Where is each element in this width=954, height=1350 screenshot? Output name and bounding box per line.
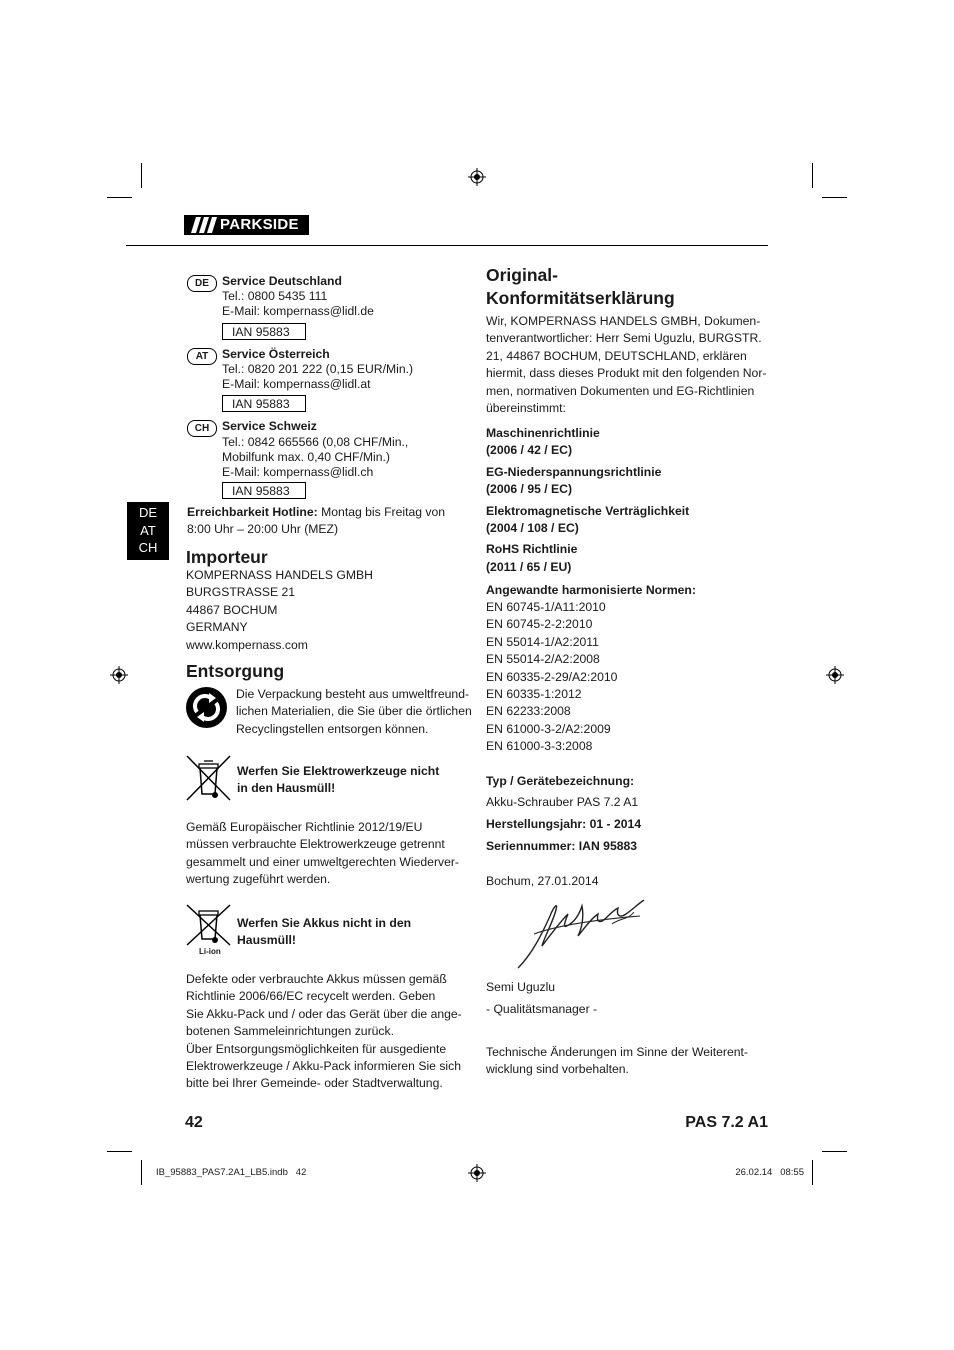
place-date: Bochum, 27.01.2014 <box>486 874 599 888</box>
recycling-icon <box>185 686 228 729</box>
text-line: Über Entsorgungsmöglichkeiten für ausgediente <box>186 1041 447 1056</box>
directives-list <box>486 425 776 576</box>
country-at: AT <box>140 522 156 538</box>
signer-name: Semi Uguzlu <box>486 980 556 994</box>
text-line: botenen Sammeleinrichtungen zurück. <box>186 1024 394 1039</box>
print-file-info: IB_95883_PAS7.2A1_LB5.indb 42 <box>156 1167 307 1178</box>
country-badge: DE <box>187 275 217 292</box>
heading-line: Original- <box>486 265 558 285</box>
service-phone: Tel.: 0820 201 222 (0,15 EUR/Min.) <box>222 362 414 377</box>
type-label: Typ / Gerätebezeichnung: <box>486 774 635 788</box>
norm-item: EN 55014-2/A2:2008 <box>486 652 600 667</box>
directive-number: (2006 / 42 / EC) <box>486 443 573 458</box>
text-line: bitte bei Ihrer Gemeinde- oder Stadtverwaltung. <box>186 1076 443 1091</box>
registration-mark-icon <box>468 1164 486 1182</box>
importeur-line: GERMANY <box>186 620 248 635</box>
norm-item: EN 60335-1:2012 <box>486 687 582 702</box>
norm-item: EN 55014-1/A2:2011 <box>486 634 599 649</box>
country-badge: AT <box>187 348 217 365</box>
importeur-address <box>186 567 471 654</box>
conformity-intro <box>486 313 776 417</box>
norm-item: EN 61000-3-2/A2:2009 <box>486 721 611 736</box>
battery-paragraph <box>186 971 476 1093</box>
parkside-logo <box>184 215 309 235</box>
text-line: Gemäß Europäischer Richtlinie 2012/19/EU <box>186 820 423 834</box>
print-date-info: 26.02.14 08:55 <box>735 1167 804 1178</box>
crop-mark <box>107 1151 132 1152</box>
text-line: Sie Akku-Pack und / oder das Gerät über die ange- <box>186 1006 462 1021</box>
serial-number: Seriennummer: IAN 95883 <box>486 839 638 853</box>
norm-item: EN 60745-1/A11:2010 <box>486 600 606 614</box>
hotline <box>187 504 472 539</box>
text-line: 21, 44867 BOCHUM, DEUTSCHLAND, erklären <box>486 348 747 363</box>
text-line: lichen Materialien, die Sie über die örtlichen <box>236 704 472 719</box>
text-line: Hausmüll! <box>237 933 296 948</box>
country-de: DE <box>138 505 158 520</box>
text-line: Technische Änderungen im Sinne der Weiterent- <box>486 1045 748 1059</box>
crop-mark <box>141 1160 142 1185</box>
crop-mark <box>141 163 142 188</box>
text-line: Elektrowerkzeuge / Akku-Pack informieren Sie sich <box>186 1059 462 1074</box>
service-email: E-Mail: kompernass@lidl.ch <box>222 465 374 479</box>
model-name: PAS 7.2 A1 <box>685 1114 768 1131</box>
service-title: Service Deutschland <box>222 274 342 288</box>
crop-mark <box>812 1160 813 1185</box>
text-line: Richtlinie 2006/66/EC recycelt werden. Geben <box>186 989 436 1004</box>
importeur-heading: Importeur <box>186 547 268 567</box>
heading-line: Konformitätserklärung <box>486 288 675 308</box>
norms-list <box>486 599 776 756</box>
directive-number: (2004 / 108 / EC) <box>486 521 579 536</box>
text-line: wertung zugeführt werden. <box>186 872 331 887</box>
hotline-days: Montag bis Freitag von <box>321 505 446 519</box>
liion-label: Li-ion <box>199 947 221 956</box>
text-line: Wir, KOMPERNASS HANDELS GMBH, Dokumen- <box>486 314 761 328</box>
crop-mark <box>812 163 813 188</box>
norms-heading: Angewandte harmonisierte Normen: <box>486 583 696 597</box>
text-line: Werfen Sie Elektrowerkzeuge nicht <box>237 764 440 778</box>
text-line: tenverantwortlicher: Herr Semi Uguzlu, BURGSTR. <box>486 331 762 346</box>
entsorgung-heading: Entsorgung <box>186 661 285 681</box>
ian-box: IAN 95883 <box>222 395 306 412</box>
norm-item: EN 60335-2-29/A2:2010 <box>486 669 618 684</box>
directive-name: EG-Niederspannungsrichtlinie <box>486 464 662 479</box>
crop-mark <box>822 197 847 198</box>
conformity-heading <box>486 264 675 310</box>
text-line: Werfen Sie Akkus nicht in den <box>237 916 412 930</box>
warning-electrotools <box>237 763 477 798</box>
text-line: Recyclingstellen entsorgen können. <box>236 721 429 736</box>
text-line: Die Verpackung besteht aus umweltfreund- <box>236 687 470 701</box>
crop-mark <box>107 197 132 198</box>
service-phone: Tel.: 0842 665566 (0,08 CHF/Min., <box>222 435 409 449</box>
text-line: übereinstimmt: <box>486 401 566 416</box>
technical-changes-note <box>486 1044 776 1079</box>
directive-number: (2011 / 65 / EU) <box>486 559 572 574</box>
ian-box: IAN 95883 <box>222 323 306 340</box>
directive-name: Maschinenrichtlinie <box>486 426 600 440</box>
country-ch: CH <box>138 540 158 555</box>
service-email: E-Mail: kompernass@lidl.at <box>222 376 371 391</box>
service-phone: Tel.: 0800 5435 111 <box>222 289 328 304</box>
text-line: wicklung sind vorbehalten. <box>486 1062 629 1077</box>
country-tab <box>127 502 169 560</box>
directive <box>486 503 776 538</box>
hotline-label: Erreichbarkeit Hotline: <box>187 505 318 519</box>
text-line: men, normativen Dokumenten und EG-Richtlinien <box>486 383 755 398</box>
directive-name: Elektromagnetische Verträglichkeit <box>486 503 690 518</box>
norm-item: EN 61000-3-3:2008 <box>486 739 593 754</box>
importeur-line: 44867 BOCHUM <box>186 602 278 617</box>
crossed-bin-icon <box>185 754 232 802</box>
directive-number: (2006 / 95 / EC) <box>486 482 573 497</box>
importeur-line: www.kompernass.com <box>186 637 308 652</box>
text-line: gesammelt und einer umweltgerechten Wiederver- <box>186 854 459 869</box>
crop-mark <box>822 1151 847 1152</box>
directive-name: RoHS Richtlinie <box>486 542 578 557</box>
recycling-text <box>236 686 476 738</box>
page-number: 42 <box>185 1114 203 1131</box>
registration-mark-icon <box>826 666 844 684</box>
country-badge: CH <box>187 420 217 437</box>
type-value: Akku-Schrauber PAS 7.2 A1 <box>486 795 639 809</box>
ian-box: IAN 95883 <box>222 482 306 499</box>
text-line: müssen verbrauchte Elektrowerkzeuge getrennt <box>186 837 445 852</box>
signer-role: - Qualitätsmanager - <box>486 1002 598 1016</box>
directive <box>486 541 776 576</box>
text-line: in den Hausmüll! <box>237 781 336 796</box>
service-email: E-Mail: kompernass@lidl.de <box>222 303 374 318</box>
signature-image <box>512 894 652 974</box>
service-phone-mobile: Mobilfunk max. 0,40 CHF/Min.) <box>222 450 390 464</box>
norm-item: EN 62233:2008 <box>486 704 571 719</box>
hotline-hours: 8:00 Uhr – 20:00 Uhr (MEZ) <box>187 522 339 537</box>
registration-mark-icon <box>110 666 128 684</box>
importeur-line: BURGSTRASSE 21 <box>186 585 296 600</box>
service-title: Service Österreich <box>222 347 330 361</box>
warning-batteries <box>237 915 477 950</box>
header-rule <box>126 245 768 246</box>
crossed-battery-bin-icon <box>185 903 232 948</box>
production-year: Herstellungsjahr: 01 - 2014 <box>486 817 642 831</box>
registration-mark-icon <box>468 168 486 186</box>
norm-item: EN 60745-2-2:2010 <box>486 617 593 632</box>
directive <box>486 425 776 460</box>
text-line: Defekte oder verbrauchte Akkus müssen gemäß <box>186 972 447 986</box>
brand-name: PARKSIDE <box>220 216 299 233</box>
importeur-line: KOMPERNASS HANDELS GMBH <box>186 568 373 582</box>
directive <box>486 464 776 499</box>
weee-paragraph <box>186 819 476 889</box>
text-line: hiermit, dass dieses Produkt mit den folgenden Nor- <box>486 366 767 381</box>
logo-stripes-icon <box>188 215 218 235</box>
service-title: Service Schweiz <box>222 419 317 433</box>
